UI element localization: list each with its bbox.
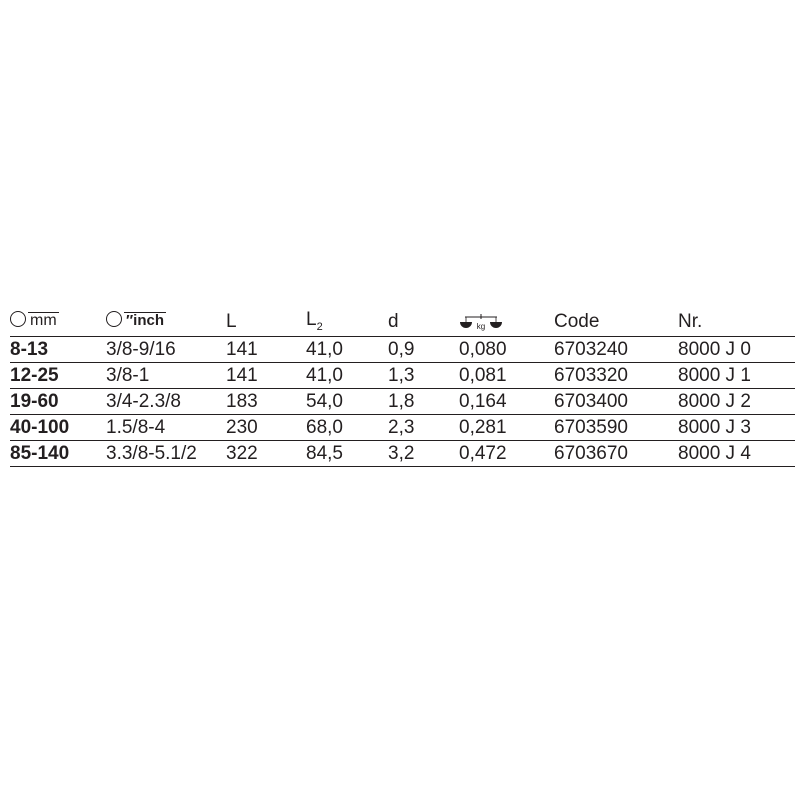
cell-d: 1,8 [388, 389, 459, 415]
cell-inch: 3.3/8-5.1/2 [106, 441, 226, 467]
cell-weight: 0,281 [459, 415, 554, 441]
cell-weight: 0,080 [459, 337, 554, 363]
header-length2 [306, 305, 388, 337]
header-length2-label: L [306, 309, 317, 331]
header-inch-label: ″inch [126, 312, 165, 329]
header-mm-label: mm [30, 312, 57, 329]
cell-length: 141 [226, 337, 306, 363]
weight-unit-label: kg [476, 322, 486, 331]
spec-table [10, 305, 795, 467]
cell-length2: 54,0 [306, 389, 388, 415]
circle-icon [106, 311, 122, 327]
header-row [10, 305, 795, 337]
header-d: d [388, 305, 459, 337]
table-row [10, 337, 795, 363]
table-header [10, 305, 795, 337]
cell-nr: 8000 J 0 [678, 337, 795, 363]
header-diameter-mm [10, 305, 106, 337]
cell-length2: 41,0 [306, 337, 388, 363]
cell-length2: 84,5 [306, 441, 388, 467]
table-row [10, 363, 795, 389]
cell-mm: 19-60 [10, 389, 106, 415]
cell-code: 6703320 [554, 363, 678, 389]
cell-mm: 12-25 [10, 363, 106, 389]
header-length: L [226, 305, 306, 337]
cell-nr: 8000 J 2 [678, 389, 795, 415]
cell-mm: 8-13 [10, 337, 106, 363]
cell-length: 183 [226, 389, 306, 415]
table-row [10, 441, 795, 467]
cell-d: 3,2 [388, 441, 459, 467]
circle-icon [10, 311, 26, 327]
header-code: Code [554, 305, 678, 337]
cell-weight: 0,472 [459, 441, 554, 467]
cell-length2: 41,0 [306, 363, 388, 389]
scale-icon [459, 313, 503, 331]
cell-code: 6703400 [554, 389, 678, 415]
cell-length: 230 [226, 415, 306, 441]
cell-length: 141 [226, 363, 306, 389]
cell-code: 6703240 [554, 337, 678, 363]
cell-inch: 1.5/8-4 [106, 415, 226, 441]
header-diameter-inch [106, 305, 226, 337]
cell-weight: 0,081 [459, 363, 554, 389]
header-nr: Nr. [678, 305, 795, 337]
header-length2-sub: 2 [316, 321, 323, 333]
cell-d: 0,9 [388, 337, 459, 363]
table-row [10, 389, 795, 415]
cell-nr: 8000 J 3 [678, 415, 795, 441]
cell-d: 1,3 [388, 363, 459, 389]
header-weight [459, 305, 554, 337]
cell-code: 6703590 [554, 415, 678, 441]
cell-code: 6703670 [554, 441, 678, 467]
cell-weight: 0,164 [459, 389, 554, 415]
cell-mm: 40-100 [10, 415, 106, 441]
cell-length: 322 [226, 441, 306, 467]
cell-inch: 3/8-1 [106, 363, 226, 389]
cell-inch: 3/4-2.3/8 [106, 389, 226, 415]
cell-length2: 68,0 [306, 415, 388, 441]
cell-d: 2,3 [388, 415, 459, 441]
cell-inch: 3/8-9/16 [106, 337, 226, 363]
table-row [10, 415, 795, 441]
cell-nr: 8000 J 1 [678, 363, 795, 389]
cell-mm: 85-140 [10, 441, 106, 467]
cell-nr: 8000 J 4 [678, 441, 795, 467]
table-body [10, 337, 795, 467]
